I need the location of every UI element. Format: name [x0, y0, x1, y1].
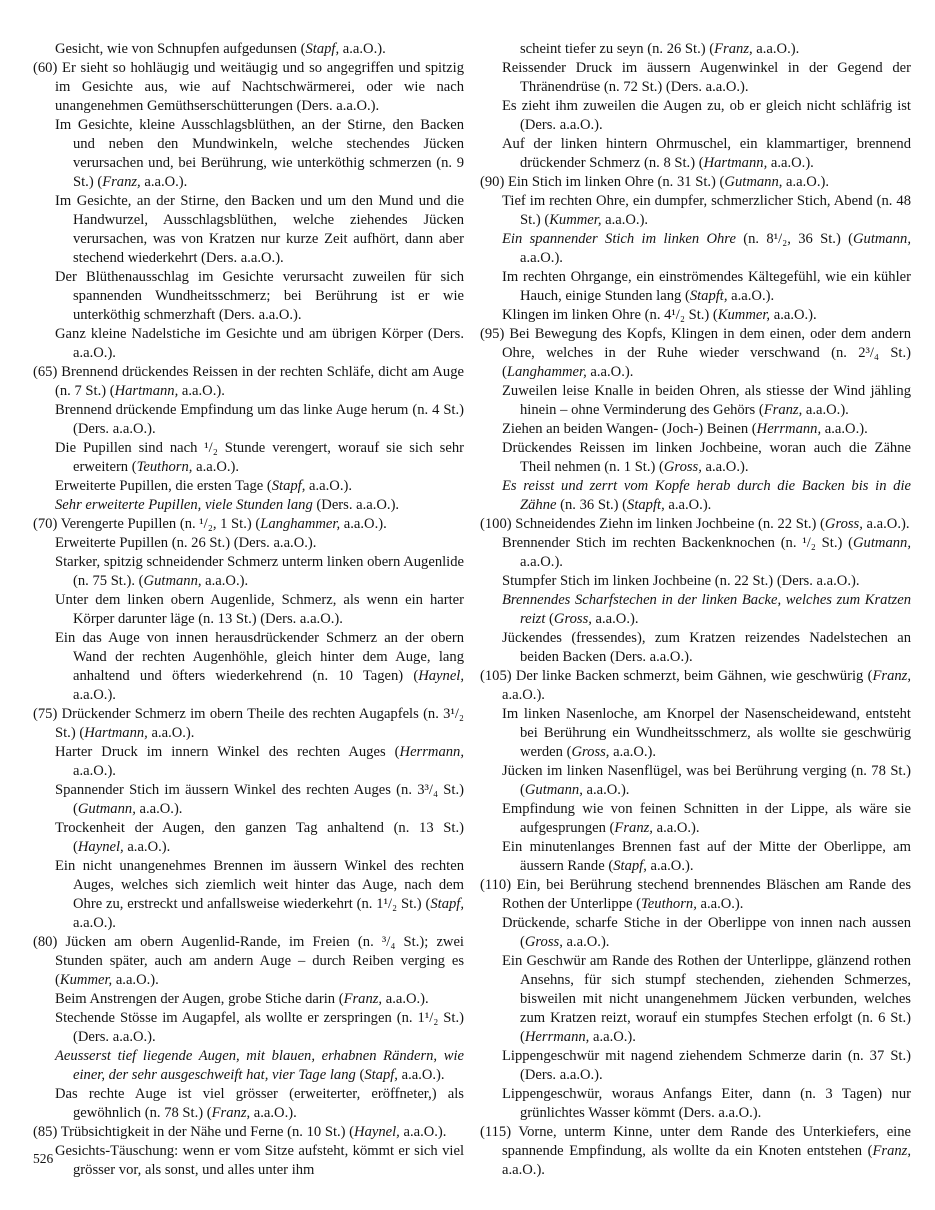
entry: Ganz kleine Nadelstiche im Gesichte und am übrigen Körper (Ders. a.a.O.).	[55, 326, 464, 361]
entry: Empfindung wie von feinen Schnitten in der Lippe, als wäre sie aufgesprungen (Franz, a.a.O.).	[502, 801, 911, 836]
text-column-right	[480, 40, 911, 1180]
entry: Ein nicht unangenehmes Brennen im äussern Winkel des rechten Auges, welches sich ziemlich weit hinter das Auge, nach dem Ohre zu, erstreckt und anfallsweise wiederkehrt (n. 1¹/₂ St.) (Stapf, a.a.O.).	[55, 858, 464, 931]
entry: Ein minutenlanges Brennen fast auf der Mitte der Oberlippe, am äussern Rande (Stapf, a.a.O.).	[502, 839, 911, 874]
page-number: 526	[33, 1151, 54, 1166]
numbered-entry: (95) Bei Bewegung des Kopfs, Klingen in dem einen, oder dem andern Ohre, welches in der Ruhe wieder verschwand (n. 2³/₄ St.) (Langhammer, a.a.O.).	[480, 326, 911, 380]
entry: Jückendes (fressendes), zum Kratzen reizendes Nadelstechen an beiden Backen (Ders. a.a.O.).	[502, 630, 911, 665]
entry: Brennend drückende Empfindung um das linke Auge herum (n. 4 St.) (Ders. a.a.O.).	[55, 402, 464, 437]
entry: Stechende Stösse im Augapfel, als wollte er zerspringen (n. 1¹/₂ St.) (Ders. a.a.O.).	[55, 1010, 464, 1045]
entry: Zuweilen leise Knalle in beiden Ohren, als stiesse der Wind jähling hinein – ohne Verminderung des Gehörs (Franz, a.a.O.).	[502, 383, 911, 418]
entry: Lippengeschwür mit nagend ziehendem Schmerze darin (n. 37 St.) (Ders. a.a.O.).	[502, 1048, 911, 1083]
entry: Im Gesichte, kleine Ausschlagsblüthen, an der Stirne, den Backen und neben den Mundwinkeln, welche stechendes Jücken verursachen und, bei Berührung, wie unterköthig schmerzen (n. 9 St.) (Franz, a.a.O.).	[55, 117, 464, 190]
numbered-entry: (75) Drückender Schmerz im obern Theile des rechten Augapfels (n. 3¹/₂ St.) (Hartmann, a.a.O.).	[33, 706, 464, 741]
entry: Beim Anstrengen der Augen, grobe Stiche darin (Franz, a.a.O.).	[55, 991, 429, 1007]
entry: Auf der linken hintern Ohrmuschel, ein klammartiger, brennend drückender Schmerz (n. 8 St.) (Hartmann, a.a.O.).	[502, 136, 911, 171]
numbered-entry: (105) Der linke Backen schmerzt, beim Gähnen, wie geschwürig (Franz, a.a.O.).	[480, 668, 911, 703]
entry: Im linken Nasenloche, am Knorpel der Nasenscheidewand, entsteht bei Berührung ein Wundheitsschmerz, als wollte sie geschwürig werden (Gross, a.a.O.).	[502, 706, 911, 760]
entry: Tief im rechten Ohre, ein dumpfer, schmerzlicher Stich, Abend (n. 48 St.) (Kummer, a.a.O.).	[502, 193, 911, 228]
entry: Harter Druck im innern Winkel des rechten Auges (Herrmann, a.a.O.).	[55, 744, 464, 779]
two-column-text-block	[33, 40, 911, 1180]
entry: Die Pupillen sind nach ¹/₂ Stunde verengert, worauf sie sich sehr erweitern (Teuthorn, a.a.O.).	[55, 440, 464, 475]
entry: Unter dem linken obern Augenlide, Schmerz, als wenn ein harter Körper darunter läge (n. 13 St.) (Ders. a.a.O.).	[55, 592, 464, 627]
entry: Es reisst und zerrt vom Kopfe herab durch die Backen bis in die Zähne (n. 36 St.) (Stapft, a.a.O.).	[502, 478, 911, 513]
entry: Aeusserst tief liegende Augen, mit blauen, erhabnen Rändern, wie einer, der sehr ausgeschweift hat, vier Tage lang (Stapf, a.a.O.).	[55, 1048, 464, 1083]
entry: Das rechte Auge ist viel grösser (erweiterter, eröffneter,) als gewöhnlich (n. 78 St.) (Franz, a.a.O.).	[55, 1086, 464, 1121]
entry: Gesicht, wie von Schnupfen aufgedunsen (Stapf, a.a.O.).	[55, 41, 386, 57]
entry: Gesichts-Täuschung: wenn er vom Sitze aufsteht, kömmt er sich viel grösser vor, als sonst, und alles unter ihm	[55, 1143, 464, 1178]
entry: Jücken im linken Nasenflügel, was bei Berührung verging (n. 78 St.) (Gutmann, a.a.O.).	[502, 763, 911, 798]
entry: Im Gesichte, an der Stirne, den Backen und um den Mund und die Handwurzel, Ausschlagsblüthen, welche ziehendes Jücken verursachen, was von Kratzen nur kurze Zeit aufhört, dann aber stechend wiederkehrt (Ders. a.a.O.).	[55, 193, 464, 266]
entry: Ziehen an beiden Wangen- (Joch-) Beinen (Herrmann, a.a.O.).	[502, 421, 868, 437]
numbered-entry: (65) Brennend drückendes Reissen in der rechten Schläfe, dicht am Auge (n. 7 St.) (Hartmann, a.a.O.).	[33, 364, 464, 399]
numbered-entry: (115) Vorne, unterm Kinne, unter dem Rande des Unterkiefers, eine spannende Empfindung, als wollte da ein Knoten entstehen (Franz, a.a.O.).	[480, 1124, 911, 1178]
entry: Spannender Stich im äussern Winkel des rechten Auges (n. 3³/₄ St.) (Gutmann, a.a.O.).	[55, 782, 464, 817]
numbered-entry: (110) Ein, bei Berührung stechend brennendes Bläschen am Rande des Rothen der Unterlippe (Teuthorn, a.a.O.).	[480, 877, 911, 912]
entry: scheint tiefer zu seyn (n. 26 St.) (Franz, a.a.O.).	[520, 41, 800, 57]
entry: Reissender Druck im äussern Augenwinkel in der Gegend der Thränendrüse (n. 72 St.) (Ders. a.a.O.).	[502, 60, 911, 95]
entry: Im rechten Ohrgange, ein einströmendes Kältegefühl, wie ein kühler Hauch, einige Stunden lang (Stapft, a.a.O.).	[502, 269, 911, 304]
numbered-entry: (70) Verengerte Pupillen (n. ¹/₂, 1 St.) (Langhammer, a.a.O.).	[33, 516, 387, 532]
entry: Brennendes Scharfstechen in der linken Backe, welches zum Kratzen reizt (Gross, a.a.O.).	[502, 592, 911, 627]
entry: Drückende, scharfe Stiche in der Oberlippe von innen nach aussen (Gross, a.a.O.).	[502, 915, 911, 950]
numbered-entry: (100) Schneidendes Ziehn im linken Jochbeine (n. 22 St.) (Gross, a.a.O.).	[480, 516, 910, 532]
entry: Klingen im linken Ohre (n. 4¹/₂ St.) (Kummer, a.a.O.).	[502, 307, 817, 323]
entry: Erweiterte Pupillen (n. 26 St.) (Ders. a.a.O.).	[55, 535, 317, 551]
entry: Sehr erweiterte Pupillen, viele Stunden lang (Ders. a.a.O.).	[55, 497, 400, 513]
entry: Ein das Auge von innen herausdrückender Schmerz an der obern Wand der rechten Augenhöhle, gleich hinter dem Auge, lang anhaltend und öfters wiederkehrend (n. 10 Tagen) (Haynel, a.a.O.).	[55, 630, 464, 703]
entry: Erweiterte Pupillen, die ersten Tage (Stapf, a.a.O.).	[55, 478, 352, 494]
entry: Stumpfer Stich im linken Jochbeine (n. 22 St.) (Ders. a.a.O.).	[502, 573, 860, 589]
entry: Der Blüthenausschlag im Gesichte verursacht zuweilen für sich spannenden Wundheitsschmerz; bei Berührung ist er wie unterköthig schmerzhaft (Ders. a.a.O.).	[55, 269, 464, 323]
entry: Trockenheit der Augen, den ganzen Tag anhaltend (n. 13 St.) (Haynel, a.a.O.).	[55, 820, 464, 855]
entry: Lippengeschwür, woraus Anfangs Eiter, dann (n. 3 Tagen) nur grünlichtes Wasser kömmt (Ders. a.a.O.).	[502, 1086, 911, 1121]
entry: Ein spannender Stich im linken Ohre (n. 8¹/₂, 36 St.) (Gutmann, a.a.O.).	[502, 231, 911, 266]
text-column-left	[33, 40, 464, 1180]
entry: Ein Geschwür am Rande des Rothen der Unterlippe, glänzend rothen Ansehns, für sich stumpf stechenden, ziehenden Schmerzes, bisweilen mit nicht unangenehmem Jücken verbunden, welches zum Kratzen reizt, worauf ein stumpfes Stechen erfolgt (n. 6 St.) (Herrmann, a.a.O.).	[502, 953, 911, 1045]
entry: Drückendes Reissen im linken Jochbeine, woran auch die Zähne Theil nehmen (n. 1 St.) (Gross, a.a.O.).	[502, 440, 911, 475]
entry: Brennender Stich im rechten Backenknochen (n. ¹/₂ St.) (Gutmann, a.a.O.).	[502, 535, 911, 570]
numbered-entry: (80) Jücken am obern Augenlid-Rande, im Freien (n. ³/₄ St.); zwei Stunden später, auch am andern Auge – durch Reiben verging es (Kummer, a.a.O.).	[33, 934, 464, 988]
numbered-entry: (90) Ein Stich im linken Ohre (n. 31 St.) (Gutmann, a.a.O.).	[480, 174, 830, 190]
entry: Es zieht ihm zuweilen die Augen zu, ob er gleich nicht schläfrig ist (Ders. a.a.O.).	[502, 98, 911, 133]
entry: Starker, spitzig schneidender Schmerz unterm linken obern Augenlide (n. 75 St.). (Gutmann, a.a.O.).	[55, 554, 464, 589]
numbered-entry: (85) Trübsichtigkeit in der Nähe und Ferne (n. 10 St.) (Haynel, a.a.O.).	[33, 1124, 447, 1140]
numbered-entry: (60) Er sieht so hohläugig und weitäugig und so angegriffen und spitzig im Gesichte aus, wie auf Nachtschwärmerei, oder wie nach unangenehmen Gemüthserschütterungen (Ders. a.a.O.).	[33, 60, 464, 114]
